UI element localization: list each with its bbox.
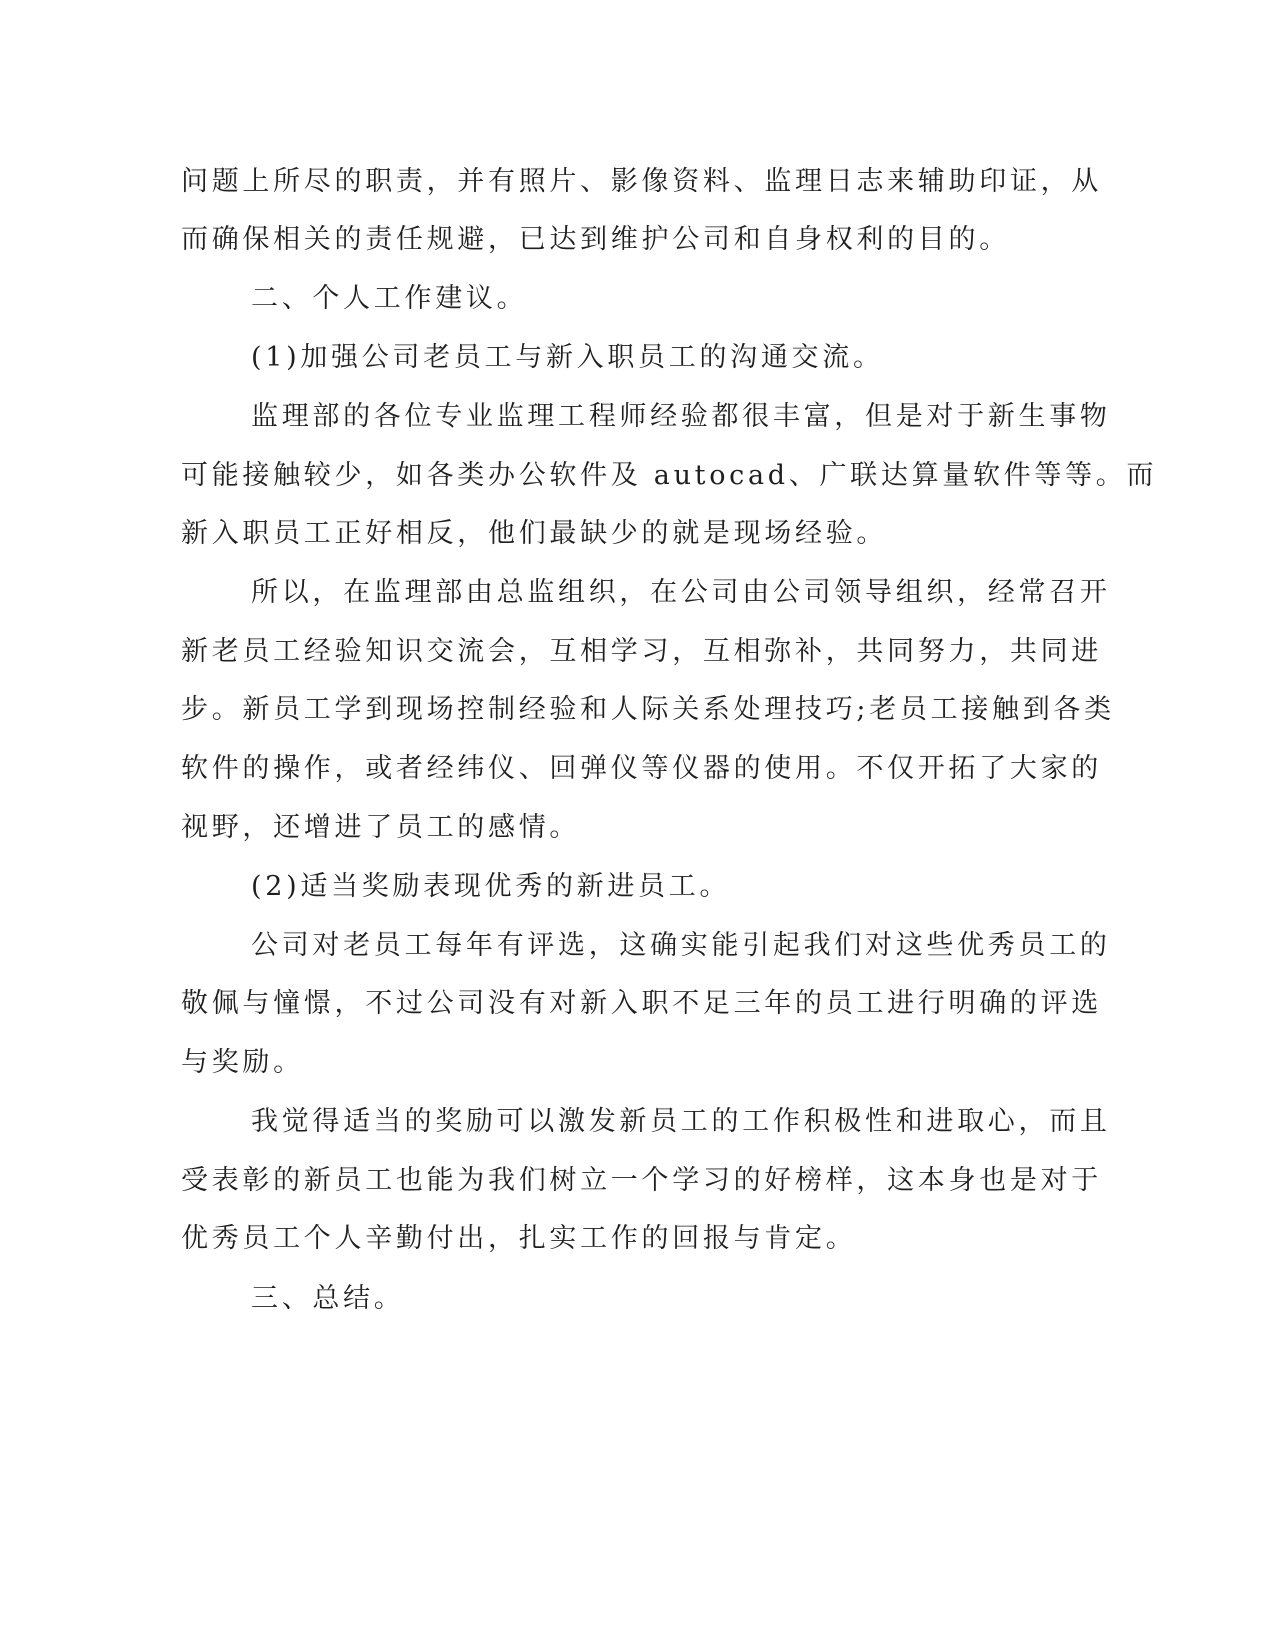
text-line: 监理部的各位专业监理工程师经验都很丰富，但是对于新生事物: [251, 401, 1111, 432]
text-line: 可能接触较少，如各类办公软件及 autocad、广联达算量软件等等。而: [181, 460, 1158, 491]
subsection-heading: (1)加强公司老员工与新入职员工的沟通交流。: [251, 342, 884, 373]
text-line: 与奖励。: [181, 1047, 304, 1078]
text-line: 问题上所尽的职责，并有照片、影像资料、监理日志来辅助印证，从: [181, 166, 1102, 197]
text-line: 所以，在监理部由总监组织，在公司由公司领导组织，经常召开: [251, 577, 1111, 608]
text-line: 敬佩与憧憬，不过公司没有对新入职不足三年的员工进行明确的评选: [181, 988, 1102, 1019]
text-line: 软件的操作，或者经纬仪、回弹仪等仪器的使用。不仅开拓了大家的: [181, 753, 1102, 784]
text-line: 步。新员工学到现场控制经验和人际关系处理技巧;老员工接触到各类: [181, 694, 1115, 725]
text-line: 而确保相关的责任规避，已达到维护公司和自身权利的目的。: [181, 224, 1010, 255]
text-line: 受表彰的新员工也能为我们树立一个学习的好榜样，这本身也是对于: [181, 1165, 1102, 1196]
text-line: 优秀员工个人辛勤付出，扎实工作的回报与肯定。: [181, 1223, 857, 1254]
section-heading: 二、个人工作建议。: [251, 283, 528, 314]
subsection-heading: (2)适当奖励表现优秀的新进员工。: [251, 871, 731, 902]
text-line: 视野，还增进了员工的感情。: [181, 812, 581, 843]
text-line: 新老员工经验知识交流会，互相学习，互相弥补，共同努力，共同进: [181, 636, 1102, 667]
section-heading: 三、总结。: [251, 1283, 405, 1314]
text-line: 新入职员工正好相反，他们最缺少的就是现场经验。: [181, 518, 888, 549]
text-line: 公司对老员工每年有评选，这确实能引起我们对这些优秀员工的: [251, 930, 1111, 961]
text-line: 我觉得适当的奖励可以激发新员工的工作积极性和进取心，而且: [251, 1106, 1111, 1137]
